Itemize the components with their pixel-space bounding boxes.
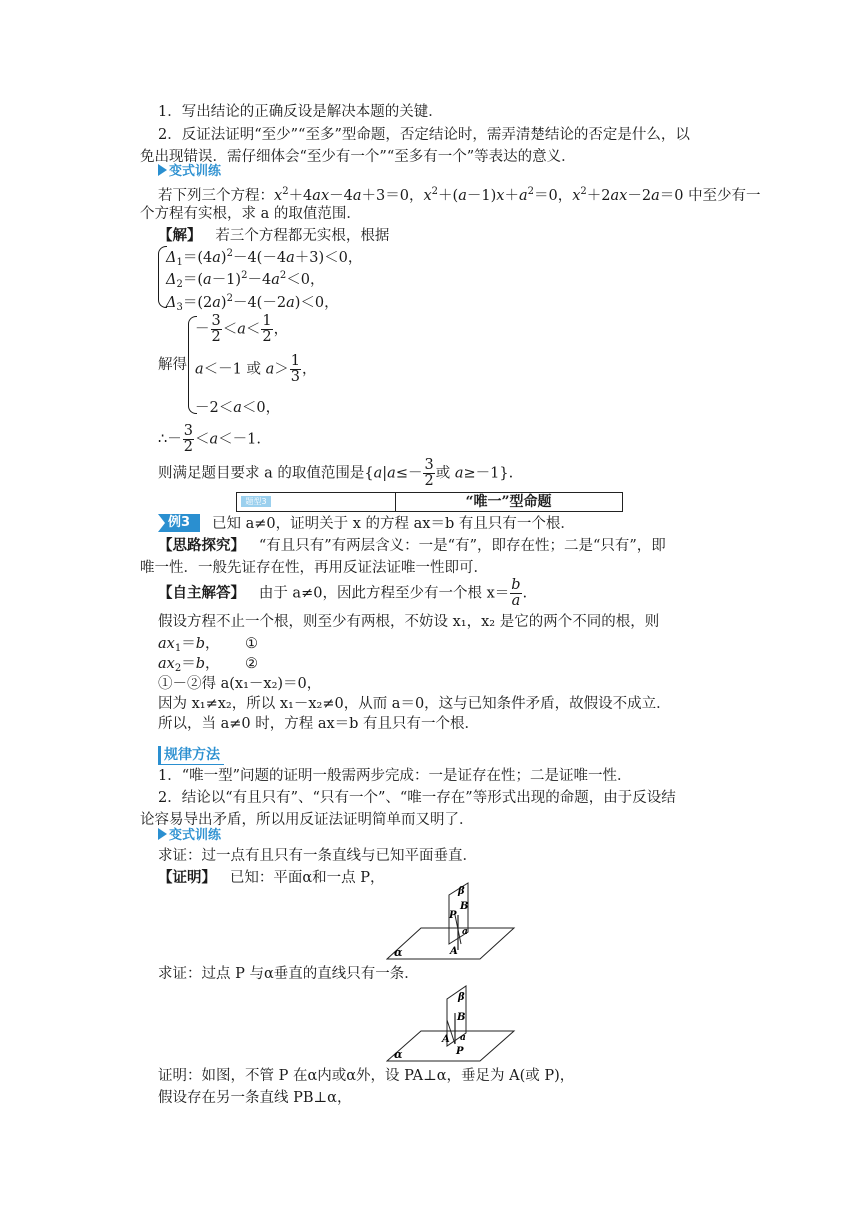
rule-2-line1: 2．结论以“有且只有”、“只有一个”、“唯一存在”等形式出现的命题，由于反设结: [158, 790, 676, 806]
proof-line2: 假设存在另一条直线 PB⊥α，: [158, 1090, 352, 1106]
triangle-icon: [158, 164, 167, 176]
question-1-tail: 中至少有一: [688, 188, 761, 204]
answer-line1: 【自主解答】 由于 a≠0，因此方程至少有一个根 x＝ $\frac{b}{a}$ .: [158, 577, 528, 609]
figure-1: [386, 882, 516, 962]
variant-label: 变式训练: [169, 828, 222, 843]
proof-given: 已知：平面α和一点 P，: [229, 870, 385, 886]
label-B: B: [457, 1012, 466, 1023]
tip-2-line2: 免出现错误．需仔细体会“至少有一个”“至多有一个”等表达的意义．: [140, 149, 576, 165]
label-a: a: [460, 1033, 466, 1043]
rule-heading: 规律方法: [158, 746, 224, 765]
answer-label: 【自主解答】: [158, 584, 245, 602]
type-header-box: [236, 492, 623, 512]
label-A: A: [442, 1034, 450, 1045]
jiede-label: 解得: [158, 357, 187, 373]
ineq-2: a＜－1 或 a＞ $\frac{1}{3}$ ，: [195, 353, 317, 385]
variant-heading-2: [158, 826, 221, 846]
proof-line1: 证明：如图，不管 P 在α内或α外，设 PA⊥α，垂足为 A(或 P)，: [158, 1068, 575, 1084]
think-line1: [158, 536, 666, 556]
answer-line2: 假设方程不止一个根，则至少有两根，不妨设 x₁，x₂ 是它的两个不同的根，则: [158, 614, 660, 630]
delta-1: $\Delta_1=(4a)^2-4(-4a+3)<0$，: [166, 248, 363, 268]
eq-1: $ax_1=b$，: [158, 636, 220, 654]
rule-2-line2: 论容易导出矛盾，所以用反证法证明简单而又明了．: [140, 812, 474, 828]
tip-1: 1．写出结论的正确反设是解决本题的关键．: [158, 104, 443, 120]
conclusion-1: ∴－ $\frac{3}{2}$ ＜a＜－1.: [158, 423, 261, 455]
example-text: 已知 a≠0，证明关于 x 的方程 ax＝b 有且只有一个根．: [212, 516, 575, 532]
think-text-1: “有且只有”有两层含义：一是“有”，即存在性；二是“只有”，即: [258, 538, 666, 554]
think-line2: 唯一性．一般先证存在性，再用反证法证唯一性即可．: [140, 560, 488, 576]
therefore-symbol: ∴: [158, 431, 168, 448]
ineq-1: － $\frac{3}{2}$ ＜a＜ $\frac{1}{2}$ ，: [195, 313, 289, 345]
prove-statement: 求证：过点 P 与α垂直的直线只有一条．: [158, 966, 419, 982]
ineq-3: －2＜a＜0，: [195, 400, 281, 416]
example-badge: 例3: [158, 514, 200, 532]
eq-2: $ax_2=b$，: [158, 656, 220, 674]
solution-line: [158, 226, 389, 246]
label-a: a: [462, 927, 468, 937]
label-beta: β: [458, 992, 465, 1003]
eq-1-mark: ①: [245, 636, 258, 652]
label-P: P: [449, 910, 457, 921]
label-alpha: α: [394, 946, 403, 959]
type-title: “唯一”型命题: [465, 494, 552, 510]
prove-question: 求证：过一点有且只有一条直线与已知平面垂直．: [158, 848, 477, 864]
question-1-line1: 若下列三个方程：$x^2+4ax-4a+3=0$，$x^2+(a-1)x+a^2=0$，$x^2+2ax-2a=0$ 中至少有一: [158, 186, 761, 204]
variant-heading-1: [158, 162, 221, 182]
type-tag: 题型3: [241, 496, 271, 507]
label-beta: β: [458, 886, 465, 897]
label-B: B: [460, 901, 469, 912]
label-alpha: α: [394, 1048, 403, 1061]
type-header-left: [237, 493, 396, 511]
question-1-prefix: 若下列三个方程：: [158, 188, 274, 204]
variant-label: 变式训练: [169, 164, 222, 179]
proof-label: 【证明】: [158, 869, 216, 886]
triangle-icon: [158, 828, 167, 840]
solution-text: 若三个方程都无实根，根据: [215, 228, 390, 244]
label-P: P: [456, 1046, 464, 1057]
proof-given-line: [158, 868, 385, 888]
rule-1: 1．“唯一型”问题的证明一般需两步完成：一是证存在性；二是证唯一性．: [158, 768, 632, 784]
delta-3: $\Delta_3=(2a)^2-4(-2a)<0$，: [166, 293, 339, 313]
solution-label: 【解】: [158, 227, 202, 244]
answer-line7: 所以，当 a≠0 时，方程 ax＝b 有且只有一个根．: [158, 716, 480, 732]
label-A: A: [450, 946, 458, 957]
conclusion-2: 则满足题目要求 a 的取值范围是{a|a≤－ $\frac{3}{2}$ 或 a≥－1}.: [158, 457, 514, 489]
delta-2: $\Delta_2=(a-1)^2-4a^2<0$，: [166, 270, 325, 290]
answer-line5: ①－②得 a(x₁－x₂)＝0，: [158, 676, 322, 692]
eq-2-mark: ②: [245, 656, 258, 672]
answer-text: 由于 a≠0，因此方程至少有一个根 x＝: [258, 585, 510, 602]
question-1-line2: 个方程有实根，求 a 的取值范围．: [140, 206, 361, 222]
tip-2-line1: 2．反证法证明“至少”“至多”型命题，否定结论时，需弄清楚结论的否定是什么，以: [158, 127, 690, 143]
answer-line6: 因为 x₁≠x₂，所以 x₁－x₂≠0，从而 a＝0，这与已知条件矛盾，故假设不成立．: [158, 696, 671, 712]
think-label: 【思路探究】: [158, 537, 245, 554]
conclusion-2-text: 则满足题目要求 a 的取值范围是: [158, 465, 365, 482]
figure-2: [386, 980, 516, 1064]
